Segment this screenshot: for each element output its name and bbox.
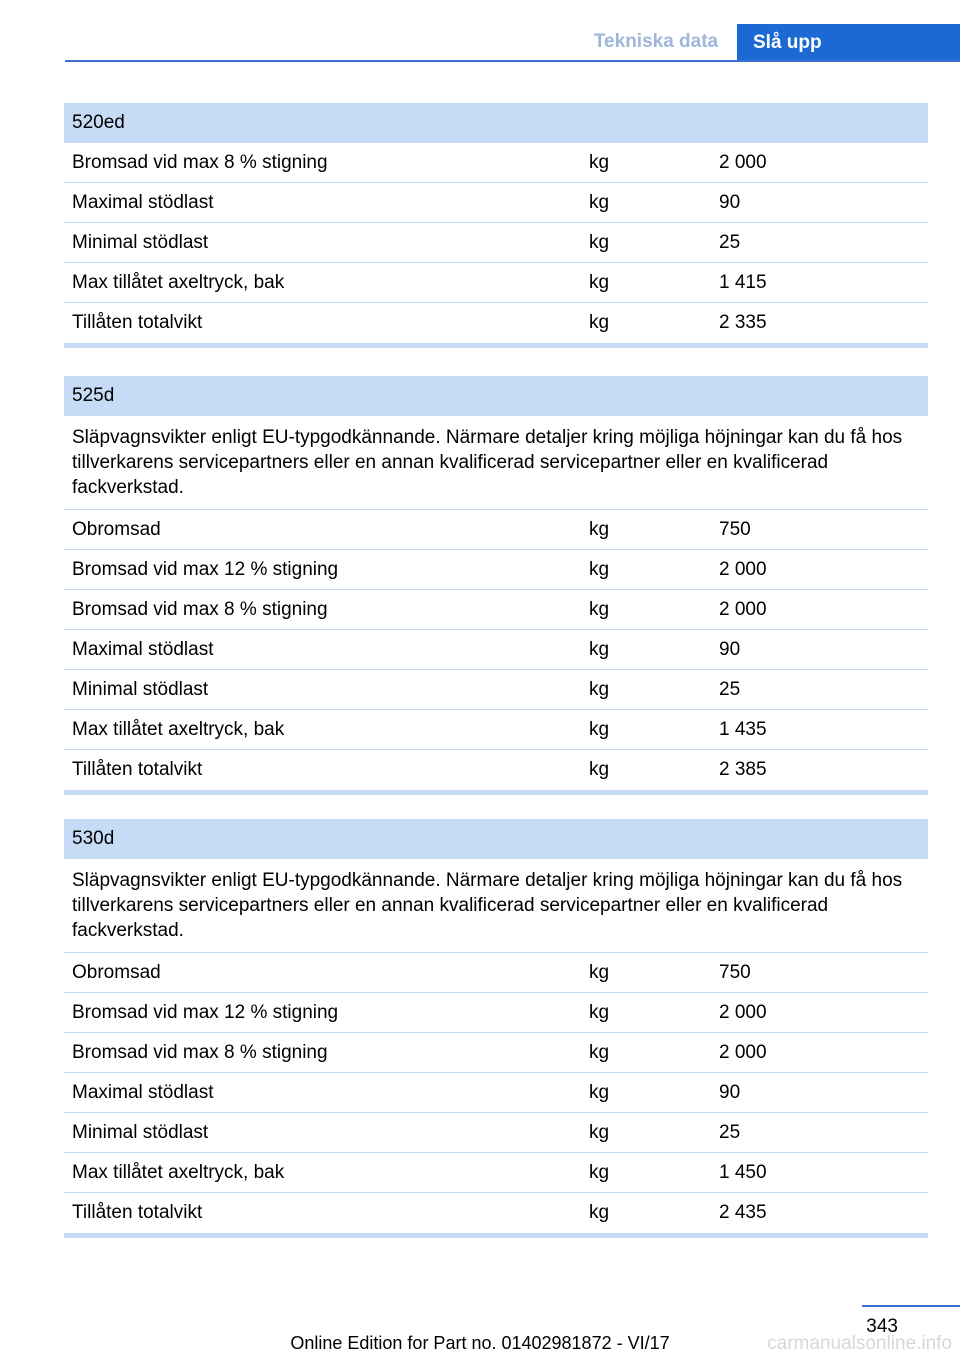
row-value: 25 bbox=[719, 1122, 741, 1143]
row-value: 90 bbox=[719, 192, 741, 213]
row-unit: kg bbox=[589, 1042, 610, 1063]
table-end-rule bbox=[64, 790, 928, 795]
row-unit: kg bbox=[589, 1162, 610, 1183]
footer-rule bbox=[862, 1305, 960, 1307]
row-label: Obromsad bbox=[72, 962, 161, 983]
table-row bbox=[64, 1113, 928, 1153]
row-label: Tillåten totalvikt bbox=[72, 312, 203, 333]
spec-table-530d bbox=[64, 819, 928, 1238]
row-unit: kg bbox=[589, 272, 610, 293]
row-unit: kg bbox=[589, 639, 610, 660]
table-row bbox=[64, 263, 928, 303]
row-label: Bromsad vid max 8 % stigning bbox=[72, 599, 328, 620]
table-row bbox=[64, 143, 928, 183]
row-unit: kg bbox=[589, 559, 610, 580]
row-unit: kg bbox=[589, 519, 610, 540]
row-value: 2 000 bbox=[719, 1002, 767, 1023]
row-label: Max tillåtet axeltryck, bak bbox=[72, 719, 285, 740]
row-unit: kg bbox=[589, 152, 610, 173]
row-value: 25 bbox=[719, 232, 741, 253]
table-row bbox=[64, 303, 928, 343]
chapter-tab[interactable]: Slå upp bbox=[737, 24, 960, 62]
row-value: 750 bbox=[719, 519, 751, 540]
table-row bbox=[64, 1193, 928, 1233]
row-value: 750 bbox=[719, 962, 751, 983]
row-label: Minimal stödlast bbox=[72, 1122, 209, 1143]
row-value: 2 000 bbox=[719, 1042, 767, 1063]
header-rule bbox=[65, 60, 960, 62]
row-label: Tillåten totalvikt bbox=[72, 759, 203, 780]
row-label: Minimal stödlast bbox=[72, 232, 209, 253]
table-end-rule bbox=[64, 343, 928, 348]
table-note: Släpvagnsvikter enligt EU-typgodkännande. Närmare detaljer kring möjliga höjningar kan du få hos tillverkarens servicepartners eller en annan kvalificerad servicepartner eller en kvalificerad fackverkstad. bbox=[64, 416, 928, 510]
row-value: 2 000 bbox=[719, 152, 767, 173]
row-unit: kg bbox=[589, 1122, 610, 1143]
row-value: 1 450 bbox=[719, 1162, 767, 1183]
row-label: Maximal stödlast bbox=[72, 639, 214, 660]
row-value: 2 335 bbox=[719, 312, 767, 333]
table-row bbox=[64, 630, 928, 670]
row-unit: kg bbox=[589, 1002, 610, 1023]
table-row bbox=[64, 1033, 928, 1073]
table-row bbox=[64, 550, 928, 590]
table-row bbox=[64, 1073, 928, 1113]
row-value: 25 bbox=[719, 679, 741, 700]
table-end-rule bbox=[64, 1233, 928, 1238]
row-value: 90 bbox=[719, 1082, 741, 1103]
row-label: Maximal stödlast bbox=[72, 1082, 214, 1103]
row-value: 1 415 bbox=[719, 272, 767, 293]
row-label: Max tillåtet axeltryck, bak bbox=[72, 1162, 285, 1183]
table-row bbox=[64, 510, 928, 550]
row-unit: kg bbox=[589, 1202, 610, 1223]
table-row bbox=[64, 670, 928, 710]
table-note: Släpvagnsvikter enligt EU-typgodkännande. Närmare detaljer kring möjliga höjningar kan du få hos tillverkarens servicepartners eller en annan kvalificerad servicepartner eller en kvalificerad fackverkstad. bbox=[64, 859, 928, 953]
section-title: Tekniska data bbox=[593, 31, 719, 52]
row-value: 2 385 bbox=[719, 759, 767, 780]
row-unit: kg bbox=[589, 759, 610, 780]
row-unit: kg bbox=[589, 962, 610, 983]
row-value: 2 000 bbox=[719, 559, 767, 580]
row-unit: kg bbox=[589, 192, 610, 213]
table-title: 525d bbox=[64, 376, 928, 416]
table-body bbox=[64, 510, 928, 790]
table-title: 530d bbox=[64, 819, 928, 859]
row-unit: kg bbox=[589, 312, 610, 333]
row-label: Bromsad vid max 8 % stigning bbox=[72, 1042, 328, 1063]
row-unit: kg bbox=[589, 1082, 610, 1103]
table-row bbox=[64, 993, 928, 1033]
row-value: 2 435 bbox=[719, 1202, 767, 1223]
row-unit: kg bbox=[589, 719, 610, 740]
watermark: carmanualsonline.info bbox=[767, 1333, 952, 1354]
row-label: Bromsad vid max 12 % stigning bbox=[72, 1002, 339, 1023]
table-title: 520ed bbox=[64, 103, 928, 143]
page-number: 343 bbox=[866, 1316, 898, 1337]
row-unit: kg bbox=[589, 679, 610, 700]
row-label: Bromsad vid max 8 % stigning bbox=[72, 152, 328, 173]
edition-line: Online Edition for Part no. 01402981872 - VI/17 bbox=[290, 1333, 670, 1353]
table-row bbox=[64, 953, 928, 993]
table-row bbox=[64, 710, 928, 750]
row-unit: kg bbox=[589, 232, 610, 253]
table-row bbox=[64, 750, 928, 790]
row-value: 90 bbox=[719, 639, 741, 660]
row-label: Max tillåtet axeltryck, bak bbox=[72, 272, 285, 293]
page-header bbox=[0, 24, 960, 62]
row-label: Obromsad bbox=[72, 519, 161, 540]
table-row bbox=[64, 223, 928, 263]
row-label: Maximal stödlast bbox=[72, 192, 214, 213]
table-body bbox=[64, 143, 928, 343]
row-label: Tillåten totalvikt bbox=[72, 1202, 203, 1223]
row-label: Minimal stödlast bbox=[72, 679, 209, 700]
row-value: 2 000 bbox=[719, 599, 767, 620]
row-value: 1 435 bbox=[719, 719, 767, 740]
table-row bbox=[64, 590, 928, 630]
spec-table-525d bbox=[64, 376, 928, 795]
row-unit: kg bbox=[589, 599, 610, 620]
table-row bbox=[64, 1153, 928, 1193]
row-label: Bromsad vid max 12 % stigning bbox=[72, 559, 339, 580]
table-body bbox=[64, 953, 928, 1233]
table-row bbox=[64, 183, 928, 223]
spec-table-520ed bbox=[64, 103, 928, 348]
